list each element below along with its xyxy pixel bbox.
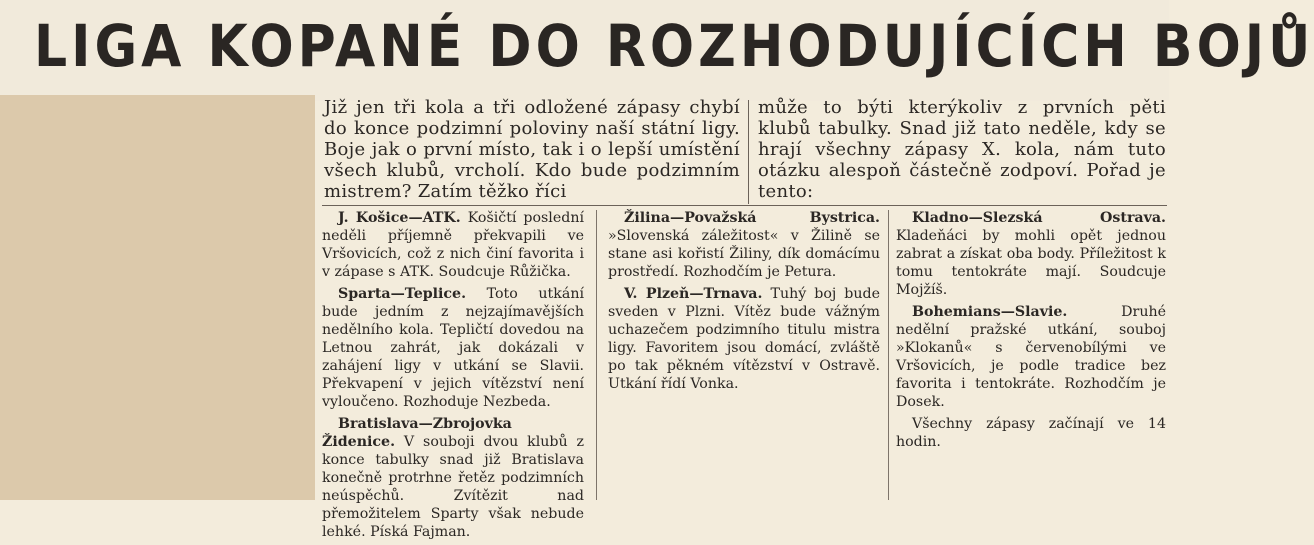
intro-divider — [748, 100, 749, 204]
match-title: J. Košice—ATK. — [338, 210, 461, 226]
paragraph-zilina-povazska — [608, 209, 880, 281]
column-1 — [322, 209, 584, 545]
paragraph-kosice-atk — [322, 209, 584, 281]
match-text: Kladeňáci by mohli opět jednou zabrat a získat oba body. Příležitost k tomu tentokráte mají. Soudcuje Mojžíš. — [896, 228, 1166, 298]
blank-margin — [0, 95, 315, 500]
match-title: Kladno—Slezská Ostrava. — [912, 210, 1166, 226]
match-text: Toto utkání bude jedním z nejzajímavějších nedělního kola. Tepličtí dovedou na Letnou zahrát, jak dokázali v zahájení ligy v utkání se Slavii. Překvapení v jejich vítězství není vyloučeno. Rozhoduje Nezbeda. — [322, 286, 584, 410]
column-divider — [888, 210, 889, 500]
match-title: Sparta—Teplice. — [338, 286, 467, 302]
match-text: »Slovenská záležitost« v Žilině se stane asi kořistí Žiliny, dík domácímu prostředí. Rozhodčím je Petura. — [608, 228, 880, 280]
paragraph-bohemians-slavie — [896, 303, 1166, 411]
intro-left: Již jen tři kola a tři odložené zápasy chybí do konce podzimní poloviny naší státní ligy. Boje jak o první místo, tak i o lepší umístění všech klubů, vrcholí. Kdo bude podzimním mistrem? Zatím těžko říci — [324, 97, 740, 202]
column-3 — [896, 209, 1166, 455]
match-text: V souboji dvou klubů z konce tabulky snad již Bratislava konečně protrhne řetěz podzimních neúspěchů. Zvítězit nad přemožitelem Sparty však nebude lehké. Píská Fajman. — [322, 434, 585, 540]
match-title: Žilina—Považská Bystrica. — [624, 210, 880, 226]
match-text: Košičtí poslední neděli příjemně překvapili ve Vršovicích, což z nich činí favorita i v zápase s ATK. Soudcuje Růžička. — [322, 210, 585, 280]
match-title: Bohemians—Slavie. — [912, 304, 1068, 320]
closing-note: Všechny zápasy začínají ve 14 hodin. — [896, 416, 1166, 450]
paragraph-plzen-trnava — [608, 285, 880, 393]
paragraph-kladno-ostrava — [896, 209, 1166, 299]
paragraph-sparta-teplice — [322, 285, 584, 411]
match-title: Bratislava—Zbrojovka Židenice. — [322, 416, 512, 450]
intro-right: může to býti kterýkoliv z prvních pěti klubů tabulky. Snad již tato neděle, kdy se hrají všechny zápasy X. kola, nám tuto otázku alespoň částečně zodpoví. Pořad je tento: — [758, 97, 1166, 202]
headline: LIGA KOPANÉ DO ROZHODUJÍCÍCH BOJŮ — [0, 0, 1169, 101]
section-divider — [322, 205, 1167, 206]
match-text: Tuhý boj bude sveden v Plzni. Vítěz bude vážným uchazečem podzimního titulu mistra ligy. Favoritem jsou domácí, zvláště po tak pěkném vítězství v Ostravě. Utkání řídí Vonka. — [608, 286, 881, 392]
column-2 — [608, 209, 880, 397]
match-text: Druhé nedělní pražské utkání, souboj »Klokanů« s červenobílými ve Vršovicích, je podle tradice bez favorita i tentokráte. Rozhodčím je Dosek. — [896, 304, 1166, 410]
match-title: V. Plzeň—Trnava. — [624, 286, 763, 302]
column-divider — [596, 210, 597, 500]
paragraph-bratislava-zbrojovka — [322, 415, 584, 541]
